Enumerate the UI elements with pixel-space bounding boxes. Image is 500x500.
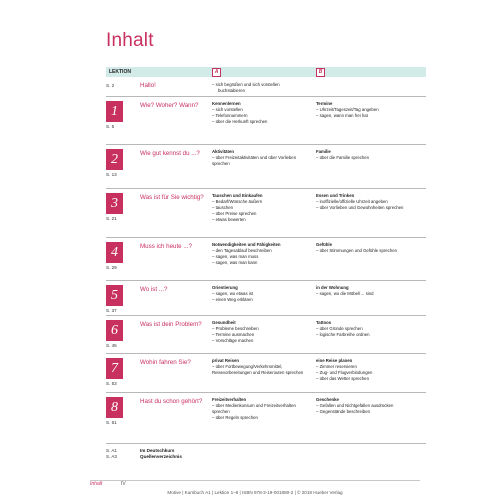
lesson-title: Wie gut kennst du ...?	[140, 150, 200, 157]
lesson-page: S. 21	[106, 216, 117, 221]
appendix-item: S. A1 Im Deutschkurs	[106, 448, 175, 453]
lesson-col-a	[212, 358, 312, 376]
lesson-number: 4	[106, 242, 123, 263]
lesson-col-b	[316, 193, 426, 211]
list-item: – Zug- und Flugverbindungen	[316, 370, 373, 375]
list-item: – über Preise sprechen	[212, 211, 257, 216]
list-item: – über Regeln sprechen	[212, 415, 258, 420]
lesson-title: Wie? Woher? Wann?	[140, 102, 199, 109]
lesson-title: Wo ist ...?	[140, 286, 168, 293]
list-item: – über Stimmungen und Gefühle sprechen	[316, 248, 397, 253]
list-item: – über Gründe sprechen	[316, 326, 363, 331]
footer-page-number: IV	[121, 481, 126, 487]
divider	[106, 96, 426, 97]
list-item: – Gegenstände beschreiben	[316, 409, 371, 414]
lesson-col-b	[316, 397, 426, 415]
lesson-page: S. 45	[106, 343, 117, 348]
lesson-col-b	[316, 358, 426, 382]
list-item: – sich begrüßen und sich vorstellen	[212, 82, 280, 87]
lesson-col-a	[212, 149, 312, 167]
divider	[106, 188, 426, 189]
col-heading: Notwendigkeiten und Fähigkeiten	[212, 242, 281, 247]
list-item: – sagen, was man kann	[212, 260, 258, 265]
lesson-col-b	[316, 149, 426, 161]
col-heading: Kennenlernen	[212, 101, 241, 106]
col-heading: Familie	[316, 149, 331, 154]
lesson-col-a	[212, 193, 312, 223]
list-item: – über Vorlieben und Gewohnheiten sprechen	[316, 205, 404, 210]
appendix-item: S. A3 Quellenverzeichnis	[106, 454, 182, 459]
lesson-title: Was ist für Sie wichtig?	[140, 194, 204, 201]
lesson-title: Was ist dein Problem?	[140, 321, 202, 328]
header-col-a: A	[212, 68, 221, 77]
col-heading: eine Reise planen	[316, 358, 353, 363]
lesson-title: Hast du schon gehört?	[140, 398, 203, 405]
list-item: – etwas bewerten	[212, 217, 246, 222]
list-item: – Gefallen und Nichtgefallen ausdrücken	[316, 403, 394, 408]
col-heading: Gesundheit	[212, 320, 236, 325]
page-title: Inhalt	[106, 30, 154, 51]
lesson-col-b	[316, 320, 426, 338]
footer-section: Inhalt	[90, 481, 103, 487]
col-heading: privat Reisen	[212, 358, 239, 363]
list-item: – einen Weg erklären	[212, 297, 253, 302]
lesson-col-a	[212, 285, 312, 303]
list-item: – sagen, wann man frei hat	[316, 113, 368, 118]
footer-divider	[90, 480, 420, 481]
intro-page: S. 2	[106, 83, 115, 88]
list-item: – Bedarf/Wünsche äußern	[212, 199, 263, 204]
lesson-col-b	[316, 285, 426, 297]
lesson-col-a	[212, 320, 312, 344]
list-item: – sich vorstellen	[212, 107, 243, 112]
lesson-page: S. 5	[106, 124, 115, 129]
lesson-page: S. 53	[106, 381, 117, 386]
lesson-col-a	[212, 242, 312, 266]
header-lektion: LEKTION	[109, 69, 131, 75]
lesson-page: S. 61	[106, 420, 117, 425]
lesson-number: 1	[106, 101, 123, 122]
list-item: – sagen, wo etwas ist	[212, 291, 254, 296]
divider	[106, 392, 426, 393]
list-item: – über das Wetter sprechen	[316, 376, 369, 381]
list-item: – sagen, wo die Möbel/… sind	[316, 291, 374, 296]
appendix	[106, 448, 426, 460]
col-heading: Essen und Trinken	[316, 193, 355, 198]
list-item: buchstabieren	[218, 88, 245, 93]
col-heading: Geschenke	[316, 397, 339, 402]
lesson-col-a	[212, 101, 312, 125]
list-item: – den Tagesablauf beschreiben	[212, 248, 272, 253]
col-heading: Termine	[316, 101, 333, 106]
list-item: – über die Herkunft sprechen	[212, 119, 268, 124]
col-heading: Gefühle	[316, 242, 332, 247]
lesson-number: 7	[106, 358, 123, 379]
intro-col-a	[212, 82, 312, 94]
lesson-title: Muss ich heute ...?	[140, 243, 192, 250]
divider	[106, 280, 426, 281]
col-heading: Aktivitäten	[212, 149, 234, 154]
col-heading: in der Wohnung	[316, 285, 349, 290]
divider	[106, 353, 426, 354]
list-item: – logische Farbreihe ordnen	[316, 332, 370, 337]
list-item: – über Fortbewegung/Verkehrsmittel, Reisevorbereitungen und Reiserouten sprechen	[212, 364, 304, 375]
list-item: – tauschen	[212, 205, 234, 210]
divider	[106, 237, 426, 238]
footer-credit: Motive | Kursbuch A1 | Lektion 1–8 | ISBN 978-3-19-001880-2 | © 2018 Hueber Verlag	[167, 490, 343, 495]
list-item: – über die Familie sprechen	[316, 155, 370, 160]
lesson-col-b	[316, 242, 426, 254]
header-col-b: B	[316, 68, 325, 77]
lesson-number: 8	[106, 397, 123, 418]
list-item: – über Medienkonsum und Freizeitverhalten sprechen	[212, 403, 296, 414]
list-item: – über Freizeitaktivitäten und über Vorlieben sprechen	[212, 155, 297, 166]
list-item: – Uhrzeit/Tageszeit/Tag angeben	[316, 107, 379, 112]
col-heading: Freizeitverhalten	[212, 397, 247, 402]
list-item: – sagen, was man muss	[212, 254, 259, 259]
intro-title: Hallo!	[140, 82, 156, 89]
divider	[106, 443, 426, 444]
lesson-number: 5	[106, 285, 123, 306]
list-item: – Zimmer reservieren	[316, 364, 357, 369]
lesson-col-a	[212, 397, 312, 421]
list-item: – inoffizielle/offizielle Uhrzeit angeben	[316, 199, 388, 204]
lesson-col-b	[316, 101, 426, 119]
divider	[106, 144, 426, 145]
list-item: – Telefonnummern	[212, 113, 248, 118]
col-heading: Tauschen und Einkaufen	[212, 193, 263, 198]
list-item: – Termine ausmachen	[212, 332, 255, 337]
lesson-number: 3	[106, 193, 123, 214]
list-item: – Probleme beschreiben	[212, 326, 259, 331]
lesson-number: 2	[106, 149, 123, 170]
list-item: – Vorschläge machen	[212, 338, 254, 343]
lesson-page: S. 29	[106, 265, 117, 270]
col-heading: Tattoos	[316, 320, 332, 325]
table-header	[106, 67, 426, 77]
divider	[106, 315, 426, 316]
lesson-page: S. 37	[106, 308, 117, 313]
lesson-title: Wohin fahren Sie?	[140, 359, 191, 366]
lesson-number: 6	[106, 320, 123, 341]
lesson-page: S. 13	[106, 172, 117, 177]
col-heading: Orientierung	[212, 285, 238, 290]
